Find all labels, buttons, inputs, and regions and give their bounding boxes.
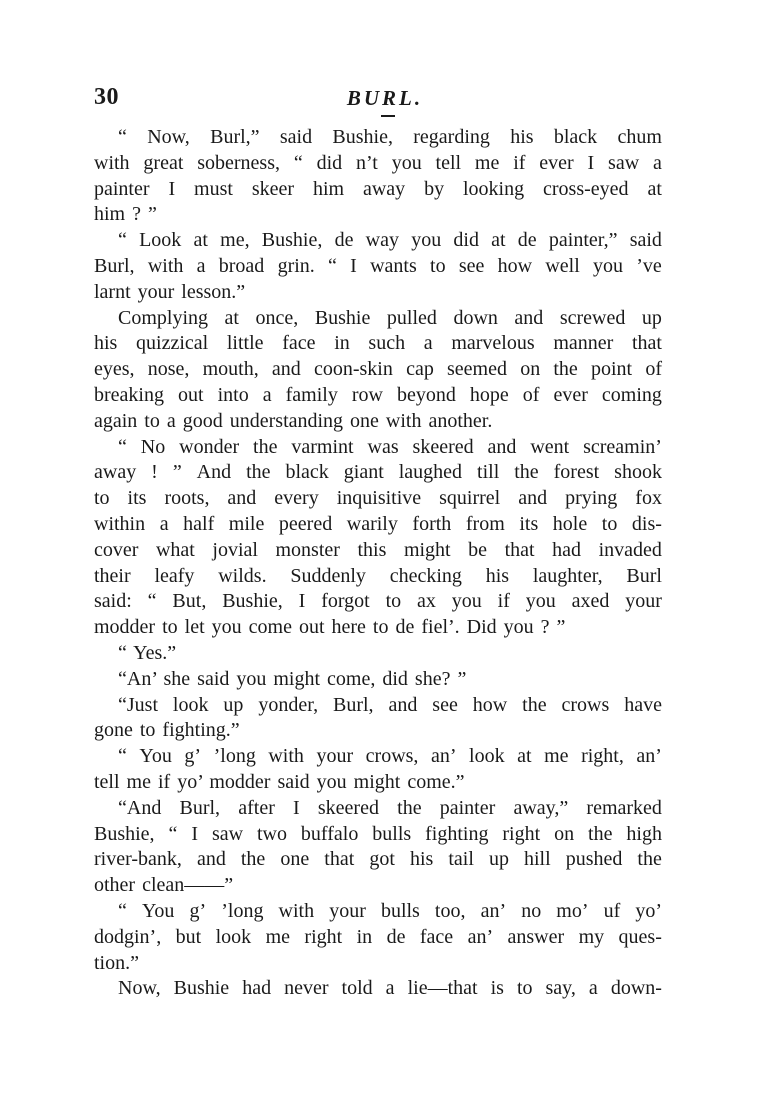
page-header xyxy=(94,82,662,122)
text-line: tion.” xyxy=(94,951,139,974)
text-line: “ You g’ ’long with your crows, an’ look at me right, an’ xyxy=(118,745,662,768)
text-line: breaking out into a family row beyond hope of ever coming xyxy=(94,383,662,406)
text-line: with great soberness, “ did n’t you tell me if ever I saw a xyxy=(94,151,662,174)
text-line: Bushie, “ I saw two buffalo bulls fighting right on the high xyxy=(94,822,662,845)
text-line: Complying at once, Bushie pulled down and screwed up xyxy=(118,306,662,329)
body-text xyxy=(94,125,662,1002)
text-line: larnt your lesson.” xyxy=(94,280,246,303)
text-line: painter I must skeer him away by looking cross-eyed at xyxy=(94,177,662,200)
text-line: Now, Bushie had never told a lie—that is to say, a down- xyxy=(118,977,662,1000)
text-line: other clean——” xyxy=(94,874,234,897)
text-line: “ Now, Burl,” said Bushie, regarding his black chum xyxy=(118,126,662,148)
text-line: gone to fighting.” xyxy=(94,719,240,742)
text-line: eyes, nose, mouth, and coon-skin cap seemed on the point of xyxy=(94,358,662,381)
text-line: Burl, with a broad grin. “ I wants to see how well you ’ve xyxy=(94,254,662,277)
text-line: river-bank, and the one that got his tail up hill pushed the xyxy=(94,848,662,871)
text-line: “ Look at me, Bushie, de way you did at de painter,” said xyxy=(118,229,662,252)
text-line: within a half mile peered warily forth from its hole to dis- xyxy=(94,512,662,535)
header-rule xyxy=(381,115,395,117)
text-line: “ Yes.” xyxy=(118,641,177,664)
text-line: him ? ” xyxy=(94,203,157,226)
text-line: “An’ she said you might come, did she? ” xyxy=(118,667,467,690)
text-line: dodgin’, but look me right in de face an’ answer my ques- xyxy=(94,925,662,948)
text-line: away ! ” And the black giant laughed till the forest shook xyxy=(94,461,662,484)
text-line: to its roots, and every inquisitive squirrel and prying fox xyxy=(94,487,662,510)
text-line: “And Burl, after I skeered the painter away,” remarked xyxy=(118,796,662,819)
text-line: their leafy wilds. Suddenly checking his laughter, Burl xyxy=(94,564,662,587)
text-line: his quizzical little face in such a marvelous manner that xyxy=(94,332,662,355)
text-line: cover what jovial monster this might be that had invaded xyxy=(94,538,662,561)
text-line: modder to let you come out here to de fiel’. Did you ? ” xyxy=(94,616,566,639)
text-line: tell me if yo’ modder said you might come.” xyxy=(94,770,465,793)
text-line: “Just look up yonder, Burl, and see how the crows have xyxy=(118,693,662,716)
text-line: “ You g’ ’long with your bulls too, an’ no mo’ uf yo’ xyxy=(118,899,662,922)
text-line: said: “ But, Bushie, I forgot to ax you if you axed your xyxy=(94,590,662,613)
page-number: 30 xyxy=(94,84,119,110)
text-line: “ No wonder the varmint was skeered and went screamin’ xyxy=(118,435,662,458)
text-line: again to a good understanding one with another. xyxy=(94,409,493,432)
running-head: BURL. xyxy=(346,86,424,110)
